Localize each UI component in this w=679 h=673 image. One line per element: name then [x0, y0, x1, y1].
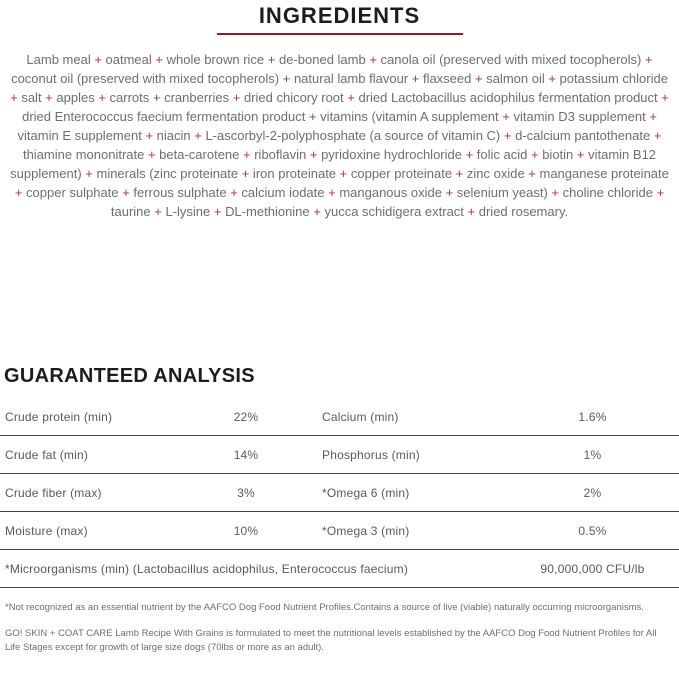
- nutrient-label: *Microorganisms (min) (Lactobacillus acidophilus, Enterococcus faecium): [5, 561, 409, 576]
- nutrient-label: Crude fiber (max): [5, 485, 102, 500]
- table-row: [0, 398, 679, 436]
- nutrient-value: 1%: [583, 447, 602, 462]
- ingredients-paragraph: Lamb meal + oatmeal + whole brown rice + de-boned lamb + canola oil (preserved with mixed tocopherols) + coconut oil (preserved with mixed tocopherols) + natural lamb flavour + flaxseed + salmon oil + potassium chloride + salt + apples + carrots + cranberries + dried chicory root + dried Lactobacillus acidophilus fermentation product + dried Enterococcus faecium fermentation product + vitamins (vitamin A supplement + vitamin D3 supplement + vitamin E supplement + niacin + L-ascorbyl-2-polyphosphate (a source of vitamin C) + d-calcium pantothenate + thiamine mononitrate + beta-carotene + riboflavin + pyridoxine hydrochloride + folic acid + biotin + vitamin B12 supplement) + minerals (zinc proteinate + iron proteinate + copper proteinate + zinc oxide + manganese proteinate + copper sulphate + ferrous sulphate + calcium iodate + manganous oxide + selenium yeast) + choline chloride + taurine + L-lysine + DL-methionine + yucca schidigera extract + dried rosemary.: [10, 52, 669, 219]
- nutrient-value: 10%: [233, 523, 259, 538]
- nutrient-label: Crude fat (min): [5, 447, 89, 462]
- nutrient-value: 14%: [233, 447, 259, 462]
- ingredients-heading: INGREDIENTS: [258, 3, 421, 28]
- footnote-formulation-statement: GO! SKIN + COAT CARE Lamb Recipe With Grains is formulated to meet the nutritional levels established by the AAFCO Dog Food Nutrient Profiles for All Life Stages except for growth of large size dogs (70lbs or more as an adult).: [5, 628, 657, 653]
- nutrient-label: Phosphorus (min): [322, 447, 420, 462]
- guaranteed-analysis-table: [0, 398, 679, 588]
- table-row: [0, 512, 679, 550]
- guaranteed-analysis-heading: GUARANTEED ANALYSIS: [4, 365, 255, 387]
- nutrient-value: 0.5%: [578, 523, 607, 538]
- table-row: [0, 474, 679, 512]
- nutrient-value: 90,000,000 CFU/lb: [540, 561, 645, 576]
- nutrient-label: *Omega 3 (min): [322, 523, 410, 538]
- nutrient-value: 1.6%: [578, 409, 607, 424]
- footnote-aafco-nutrient: *Not recognized as an essential nutrient by the AAFCO Dog Food Nutrient Profiles.Contains a source of live (viable) naturally occurring microorganisms.: [5, 602, 644, 613]
- red-divider-rule: [217, 33, 463, 35]
- nutrient-value: 3%: [237, 485, 255, 500]
- nutrient-label: Crude protein (min): [5, 409, 113, 424]
- nutrient-label: *Omega 6 (min): [322, 485, 410, 500]
- nutrient-value: 22%: [233, 409, 259, 424]
- table-row-microorganisms: [0, 550, 679, 588]
- table-row: [0, 436, 679, 474]
- nutrient-value: 2%: [583, 485, 602, 500]
- nutrient-label: Calcium (min): [322, 409, 399, 424]
- nutrient-label: Moisture (max): [5, 523, 88, 538]
